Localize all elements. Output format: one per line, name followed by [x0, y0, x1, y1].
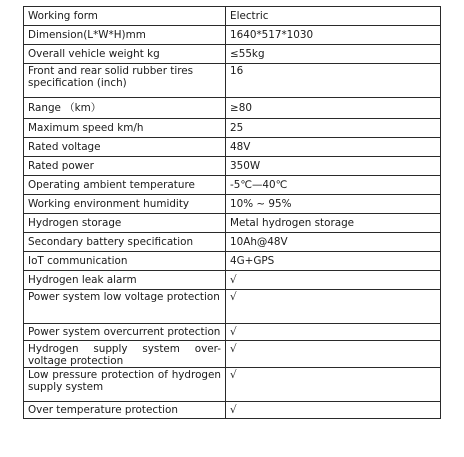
spec-param: Range （km）	[24, 98, 226, 119]
spec-param: Working form	[24, 7, 226, 26]
spec-param: Over temperature protection	[24, 402, 226, 419]
spec-value: √	[226, 271, 441, 290]
spec-param: Rated power	[24, 157, 226, 176]
spec-value: √	[226, 290, 441, 324]
spec-value: √	[226, 368, 441, 402]
spec-param: Hydrogen leak alarm	[24, 271, 226, 290]
spec-value: ≤55kg	[226, 45, 441, 64]
spec-param: Low pressure protection of hydrogen supply system	[24, 368, 226, 402]
table-row	[24, 368, 441, 402]
table-row	[24, 252, 441, 271]
spec-value: √	[226, 341, 441, 368]
spec-value: 10Ah@48V	[226, 233, 441, 252]
table-row	[24, 119, 441, 138]
spec-value: 350W	[226, 157, 441, 176]
spec-param: Hydrogen supply system over-voltage protection	[24, 341, 226, 368]
table-row	[24, 45, 441, 64]
spec-param: Maximum speed km/h	[24, 119, 226, 138]
table-row	[24, 402, 441, 419]
table-row	[24, 324, 441, 341]
spec-value: Metal hydrogen storage	[226, 214, 441, 233]
table-row	[24, 98, 441, 119]
table-row	[24, 157, 441, 176]
table-row	[24, 26, 441, 45]
spec-value: 4G+GPS	[226, 252, 441, 271]
spec-value: -5℃—40℃	[226, 176, 441, 195]
spec-value: 10% ~ 95%	[226, 195, 441, 214]
spec-value: 16	[226, 64, 441, 98]
table-row	[24, 233, 441, 252]
spec-param: Overall vehicle weight kg	[24, 45, 226, 64]
spec-value: 48V	[226, 138, 441, 157]
table-row	[24, 64, 441, 98]
spec-param: Rated voltage	[24, 138, 226, 157]
table-row	[24, 214, 441, 233]
table-row	[24, 341, 441, 368]
spec-param: Working environment humidity	[24, 195, 226, 214]
spec-param: Front and rear solid rubber tires specification (inch)	[24, 64, 226, 98]
spec-value: √	[226, 324, 441, 341]
spec-param: IoT communication	[24, 252, 226, 271]
spec-value: Electric	[226, 7, 441, 26]
spec-value: ≥80	[226, 98, 441, 119]
table-row	[24, 138, 441, 157]
spec-param: Power system low voltage protection	[24, 290, 226, 324]
spec-table	[23, 6, 441, 419]
table-row	[24, 195, 441, 214]
spec-param: Hydrogen storage	[24, 214, 226, 233]
spec-param: Secondary battery specification	[24, 233, 226, 252]
spec-param: Power system overcurrent protection	[24, 324, 226, 341]
table-row	[24, 290, 441, 324]
spec-table-body	[24, 7, 441, 419]
spec-param: Dimension(L*W*H)mm	[24, 26, 226, 45]
spec-value: 1640*517*1030	[226, 26, 441, 45]
spec-value: √	[226, 402, 441, 419]
spec-value: 25	[226, 119, 441, 138]
table-row	[24, 176, 441, 195]
spec-param: Operating ambient temperature	[24, 176, 226, 195]
table-row	[24, 271, 441, 290]
table-row	[24, 7, 441, 26]
